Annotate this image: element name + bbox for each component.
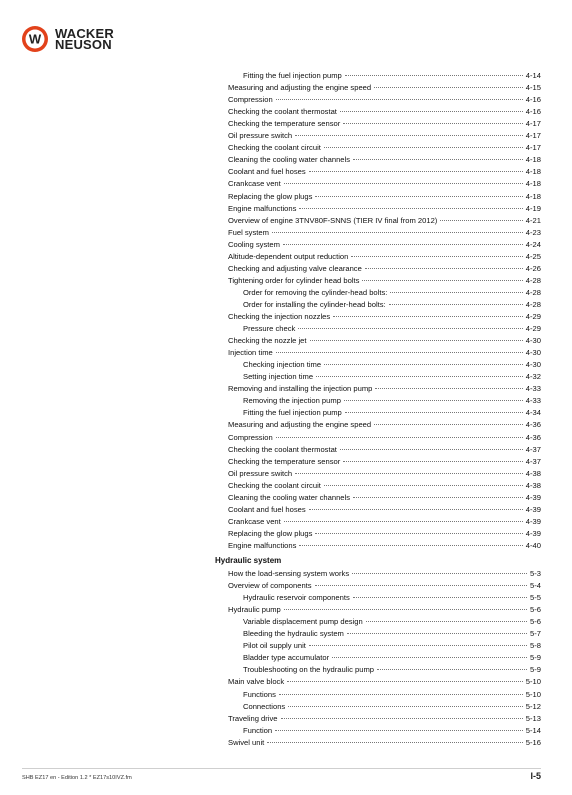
toc-entry[interactable]	[228, 191, 541, 202]
toc-entry-title: Checking the coolant circuit	[228, 143, 321, 153]
toc-entry[interactable]	[228, 676, 541, 687]
toc-entry-page: 4-28	[525, 275, 541, 285]
toc-entry-page: 5-16	[525, 737, 541, 747]
toc-entry-title: How the load-sensing system works	[228, 569, 350, 578]
toc-entry[interactable]	[243, 299, 541, 310]
toc-entry-page: 4-38	[525, 480, 541, 490]
toc-entry-title: Engine malfunctions	[228, 540, 297, 550]
toc-leader-dots	[309, 645, 527, 646]
toc-leader-dots	[299, 208, 522, 209]
toc-entry[interactable]	[228, 737, 541, 748]
toc-entry-page: 4-32	[525, 372, 541, 382]
toc-entry-page: 5-12	[525, 701, 541, 711]
toc-entry-title: Function	[243, 725, 273, 735]
toc-entry-page: 5-9	[530, 665, 541, 675]
toc-entry-page: 4-39	[525, 504, 541, 514]
toc-entry[interactable]	[243, 616, 541, 627]
toc-leader-dots	[315, 533, 522, 534]
toc-entry[interactable]	[243, 371, 541, 382]
toc-entry-title: Coolant and fuel hoses	[228, 167, 306, 177]
toc-leader-dots	[332, 657, 527, 658]
toc-entry-page: 4-29	[525, 312, 541, 321]
toc-entry-page: 5-3	[530, 569, 541, 578]
toc-entry[interactable]	[228, 106, 541, 117]
toc-entry[interactable]	[228, 540, 541, 551]
toc-entry-title: Pressure check	[243, 324, 296, 334]
toc-entry-page: 4-39	[525, 492, 541, 502]
toc-entry-page: 4-30	[525, 360, 541, 370]
toc-entry-page: 4-39	[525, 528, 541, 538]
toc-entry-title: Removing the injection pump	[243, 396, 341, 406]
toc-leader-dots	[353, 597, 527, 598]
toc-entry[interactable]	[228, 311, 541, 322]
toc-entry-page: 4-15	[525, 83, 541, 93]
toc-entry-title: Oil pressure switch	[228, 468, 293, 478]
toc-leader-dots	[352, 573, 527, 574]
toc-leader-dots	[295, 135, 523, 136]
toc-entry[interactable]	[228, 239, 541, 250]
toc-entry-page: 4-34	[525, 408, 541, 418]
toc-leader-dots	[353, 497, 523, 498]
toc-leader-dots	[276, 437, 523, 438]
toc-leader-dots	[315, 585, 527, 586]
toc-entry[interactable]	[243, 640, 541, 651]
toc-entry-title: Removing and installing the injection pump	[228, 384, 373, 394]
toc-entry-page: 4-17	[525, 131, 541, 141]
toc-entry-title: Traveling drive	[228, 713, 278, 723]
toc-leader-dots	[298, 328, 522, 329]
toc-leader-dots	[288, 706, 523, 707]
toc-entry-page: 4-36	[525, 420, 541, 430]
toc-leader-dots	[374, 87, 523, 88]
toc-entry[interactable]	[228, 383, 541, 394]
toc-entry-page: 4-16	[525, 107, 541, 117]
toc-entry-page: 4-37	[525, 456, 541, 466]
toc-entry[interactable]	[228, 419, 541, 430]
toc-entry[interactable]	[243, 287, 541, 298]
toc-entry[interactable]	[228, 580, 541, 591]
toc-leader-dots	[276, 352, 523, 353]
toc-leader-dots	[351, 256, 522, 257]
toc-leader-dots	[275, 730, 523, 731]
toc-entry-title: Pilot oil supply unit	[243, 641, 306, 651]
toc-entry-page: 4-24	[525, 239, 541, 249]
toc-entry-page: 4-21	[525, 215, 541, 225]
toc-entry-title: Bleeding the hydraulic system	[243, 629, 344, 639]
toc-leader-dots	[362, 280, 522, 281]
toc-leader-dots	[315, 196, 522, 197]
toc-entry[interactable]	[228, 504, 541, 515]
toc-entry-page: 4-36	[525, 432, 541, 442]
toc-entry[interactable]	[228, 263, 541, 274]
toc-entry-title: Measuring and adjusting the engine speed	[228, 83, 372, 93]
toc-entry-page: 5-6	[530, 605, 541, 615]
toc-entry-title: Tightening order for cylinder head bolts	[228, 275, 360, 285]
toc-entry-title: Engine malfunctions	[228, 203, 297, 213]
toc-entry[interactable]	[228, 480, 541, 491]
toc-leader-dots	[340, 449, 523, 450]
toc-entry-title: Cleaning the cooling water channels	[228, 492, 351, 502]
toc-entry[interactable]	[243, 323, 541, 334]
toc-leader-dots	[440, 220, 522, 221]
toc-entry-page: 4-17	[525, 143, 541, 153]
toc-entry-title: Functions	[243, 689, 276, 699]
toc-leader-dots	[284, 521, 523, 522]
toc-entry-title: Swivel unit	[228, 737, 265, 747]
toc-entry-title: Checking the nozzle jet	[228, 336, 307, 346]
footer-edition: SHB EZ17 en - Edition 1.2 * EZ17s10IVZ.fm	[22, 775, 132, 781]
toc-entry[interactable]	[228, 432, 541, 443]
toc-entry-page: 4-29	[525, 324, 541, 334]
toc-entry-title: Connections	[243, 701, 286, 711]
toc-entry[interactable]	[228, 468, 541, 479]
toc-leader-dots	[343, 461, 523, 462]
toc-entry-title: Altitude-dependent output reduction	[228, 251, 349, 261]
toc-entry[interactable]	[243, 628, 541, 639]
toc-entry-page: 4-26	[525, 263, 541, 273]
toc-entry[interactable]	[243, 725, 541, 736]
toc-leader-dots	[284, 183, 523, 184]
toc-entry-title: Overview of engine 3TNV80F-SNNS (TIER IV final from 2012)	[228, 215, 438, 225]
toc-entry-title: Checking the temperature sensor	[228, 456, 341, 466]
toc-entry[interactable]	[228, 516, 541, 527]
toc-leader-dots	[365, 268, 523, 269]
toc-leader-dots	[347, 633, 527, 634]
toc-entry-title: Bladder type accumulator	[243, 653, 330, 663]
toc-entry-page: 4-28	[525, 287, 541, 297]
toc-leader-dots	[272, 232, 523, 233]
footer-page-number: I-5	[530, 771, 541, 781]
toc-entry-title: Fitting the fuel injection pump	[243, 408, 342, 418]
toc-entry[interactable]	[228, 568, 541, 579]
toc-entry[interactable]	[228, 492, 541, 503]
toc-entry[interactable]	[228, 528, 541, 539]
toc-leader-dots	[309, 509, 523, 510]
toc-leader-dots	[276, 99, 523, 100]
toc-entry[interactable]	[228, 94, 541, 105]
toc-leader-dots	[316, 376, 523, 377]
toc-leader-dots	[345, 412, 523, 413]
toc-entry[interactable]	[228, 203, 541, 214]
toc-entry-page: 5-7	[530, 629, 541, 639]
toc-entry[interactable]	[243, 652, 541, 663]
toc-entry[interactable]	[228, 251, 541, 262]
toc-entry-page: 5-10	[525, 689, 541, 699]
toc-entry-title: Checking the coolant thermostat	[228, 107, 337, 117]
toc-leader-dots	[309, 171, 523, 172]
toc-entry-title: Main valve block	[228, 677, 285, 687]
section-heading: Hydraulic system	[215, 556, 282, 565]
toc-leader-dots	[295, 473, 523, 474]
toc-entry[interactable]	[243, 407, 541, 418]
toc-entry-page: 4-18	[525, 155, 541, 165]
toc-entry-page: 4-28	[525, 299, 541, 309]
toc-leader-dots	[333, 316, 523, 317]
toc-entry-title: Variable displacement pump design	[243, 617, 363, 627]
toc-entry[interactable]	[228, 166, 541, 177]
toc-entry-page: 4-30	[525, 348, 541, 358]
toc-entry[interactable]	[228, 178, 541, 189]
logo-letter: W	[28, 31, 42, 47]
toc-entry-title: Hydraulic pump	[228, 605, 281, 615]
toc-entry-page: 4-38	[525, 468, 541, 478]
toc-entry-page: 4-14	[525, 71, 541, 80]
toc-leader-dots	[375, 388, 522, 389]
toc-entry-page: 5-14	[525, 725, 541, 735]
toc-leader-dots	[353, 159, 523, 160]
toc-leader-dots	[299, 545, 522, 546]
toc-entry-title: Order for installing the cylinder-head bolts:	[243, 299, 386, 309]
toc-entry-title: Replacing the glow plugs	[228, 191, 313, 201]
toc-entry-page: 4-33	[525, 384, 541, 394]
toc-entry[interactable]	[228, 118, 541, 129]
toc-entry-page: 4-18	[525, 167, 541, 177]
toc-leader-dots	[324, 364, 523, 365]
toc-entry[interactable]	[228, 227, 541, 238]
toc-entry-page: 4-18	[525, 191, 541, 201]
toc-entry-page: 4-30	[525, 336, 541, 346]
toc-entry-page: 5-8	[530, 641, 541, 651]
toc-entry-page: 5-10	[525, 677, 541, 687]
toc-leader-dots	[324, 485, 523, 486]
toc-entry-page: 4-37	[525, 444, 541, 454]
toc-leader-dots	[340, 111, 523, 112]
toc-entry-title: Oil pressure switch	[228, 131, 293, 141]
toc-leader-dots	[377, 669, 527, 670]
toc-leader-dots	[324, 147, 523, 148]
toc-leader-dots	[283, 244, 523, 245]
toc-entry[interactable]	[228, 82, 541, 93]
toc-entry[interactable]	[243, 592, 541, 603]
brand-line-1: WACKER	[55, 26, 114, 41]
toc-entry-title: Setting injection time	[243, 372, 314, 382]
toc-entry-title: Checking the injection nozzles	[228, 312, 331, 321]
toc-entry-title: Fitting the fuel injection pump	[243, 71, 342, 80]
toc-entry[interactable]	[228, 713, 541, 724]
toc-entry[interactable]	[243, 689, 541, 700]
toc-entry-page: 4-17	[525, 119, 541, 129]
toc-entry[interactable]	[228, 456, 541, 467]
toc-entry-title: Overview of components	[228, 581, 312, 591]
toc-entry-title: Checking and adjusting valve clearance	[228, 263, 362, 273]
toc-entry-title: Troubleshooting on the hydraulic pump	[243, 665, 375, 675]
toc-leader-dots	[343, 123, 523, 124]
toc-leader-dots	[389, 304, 523, 305]
toc-entry[interactable]	[243, 359, 541, 370]
toc-entry-page: 4-19	[525, 203, 541, 213]
toc-entry[interactable]	[228, 142, 541, 153]
toc-entry-title: Hydraulic reservoir components	[243, 593, 350, 603]
toc-entry[interactable]	[228, 154, 541, 165]
toc-entry[interactable]	[243, 395, 541, 406]
toc-leader-dots	[279, 694, 523, 695]
toc-entry-page: 4-18	[525, 179, 541, 189]
toc-entry-title: Checking the coolant circuit	[228, 480, 321, 490]
toc-entry-page: 4-23	[525, 227, 541, 237]
footer-divider	[22, 768, 541, 769]
toc-entry[interactable]	[228, 604, 541, 615]
toc-entry-page: 5-9	[530, 653, 541, 663]
toc-leader-dots	[287, 681, 523, 682]
toc-entry-page: 5-13	[525, 713, 541, 723]
toc-leader-dots	[310, 340, 523, 341]
toc-leader-dots	[366, 621, 527, 622]
toc-leader-dots	[284, 609, 527, 610]
toc-entry[interactable]	[243, 70, 541, 81]
toc-entry[interactable]	[228, 275, 541, 286]
toc-entry-page: 4-25	[525, 251, 541, 261]
toc-entry-title: Checking the coolant thermostat	[228, 444, 337, 454]
toc-leader-dots	[344, 400, 523, 401]
toc-entry-page: 4-16	[525, 95, 541, 105]
toc-entry-page: 4-40	[525, 540, 541, 550]
toc-leader-dots	[390, 292, 522, 293]
toc-entry-title: Measuring and adjusting the engine speed	[228, 420, 372, 430]
toc-entry[interactable]	[228, 347, 541, 358]
toc-entry-title: Checking the temperature sensor	[228, 119, 341, 129]
toc-entry-title: Injection time	[228, 348, 273, 358]
toc-leader-dots	[374, 424, 523, 425]
toc-entry-title: Crankcase vent	[228, 179, 281, 189]
toc-entry-title: Fuel system	[228, 227, 269, 237]
toc-leader-dots	[267, 742, 523, 743]
toc-entry-title: Cooling system	[228, 239, 280, 249]
toc-entry-page: 4-33	[525, 396, 541, 406]
toc-entry-title: Checking injection time	[243, 360, 322, 370]
toc-entry-page: 4-39	[525, 516, 541, 526]
toc-entry-title: Coolant and fuel hoses	[228, 504, 306, 514]
toc-entry-page: 5-4	[530, 581, 541, 591]
toc-entry-title: Order for removing the cylinder-head bolts:	[243, 287, 388, 297]
toc-entry-title: Compression	[228, 95, 273, 105]
brand-line-2: NEUSON	[55, 37, 112, 52]
toc-entry-title: Crankcase vent	[228, 516, 281, 526]
toc-entry-page: 5-6	[530, 617, 541, 627]
toc-entry[interactable]	[243, 664, 541, 675]
toc-leader-dots	[281, 718, 523, 719]
toc-entry[interactable]	[243, 701, 541, 712]
toc-leader-dots	[345, 75, 523, 76]
toc-entry-page: 5-5	[530, 593, 541, 603]
toc-entry-title: Replacing the glow plugs	[228, 528, 313, 538]
toc-entry[interactable]	[228, 215, 541, 226]
toc-entry[interactable]	[228, 335, 541, 346]
toc-entry[interactable]	[228, 130, 541, 141]
toc-entry-title: Cleaning the cooling water channels	[228, 155, 351, 165]
toc-entry[interactable]	[228, 444, 541, 455]
toc-entry-title: Compression	[228, 432, 273, 442]
